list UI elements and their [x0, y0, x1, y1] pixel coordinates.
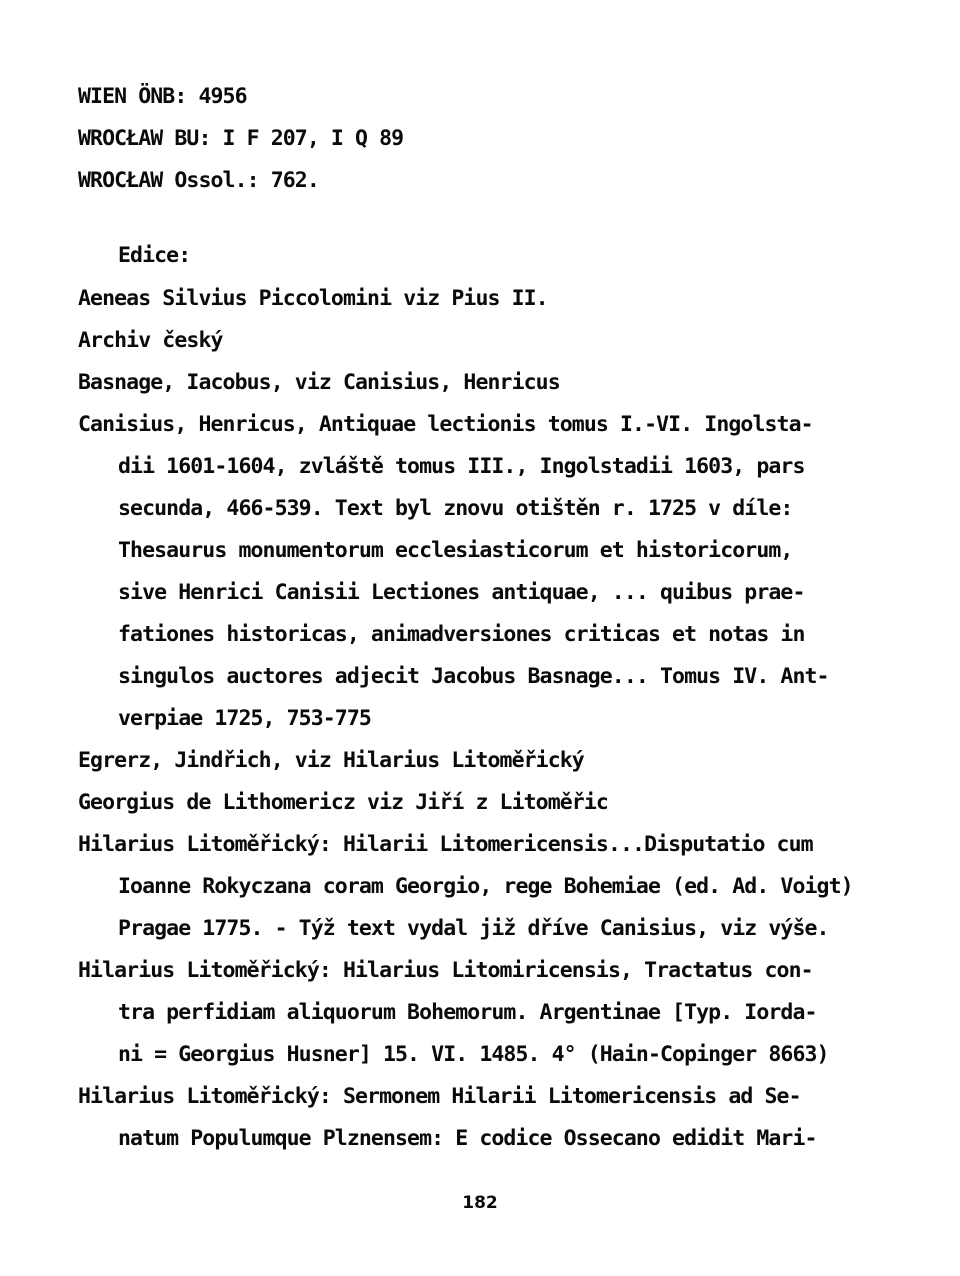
page-number: 182 — [462, 1193, 498, 1213]
entry-hilarius-disputatio-line: Pragae 1775. - Týž text vydal již dříve Canisius, viz výše. — [118, 916, 829, 941]
holding-wroclaw-ossol: WROCŁAW Ossol.: 762. — [78, 168, 319, 193]
entry-canisius-line: singulos auctores adjecit Jacobus Basnage... Tomus IV. Ant- — [118, 664, 829, 689]
entry-canisius-line: sive Henrici Canisii Lectiones antiquae, ... quibus prae- — [118, 580, 805, 605]
entry-hilarius-disputatio-line: Ioanne Rokyczana coram Georgio, rege Bohemiae (ed. Ad. Voigt) — [118, 874, 853, 899]
entry-hilarius-tractatus-line: tra perfidiam aliquorum Bohemorum. Argentinae [Typ. Iorda- — [118, 1000, 817, 1025]
entry-hilarius-sermonem-line: natum Populumque Plznensem: E codice Ossecano edidit Mari- — [118, 1126, 817, 1151]
entry-aeneas: Aeneas Silvius Piccolomini viz Pius II. — [78, 286, 548, 311]
entry-canisius-line: verpiae 1725, 753-775 — [118, 706, 371, 731]
holding-wien: WIEN ÖNB: 4956 — [78, 84, 247, 109]
entry-basnage: Basnage, Iacobus, viz Canisius, Henricus — [78, 370, 560, 395]
entry-canisius-line: Canisius, Henricus, Antiquae lectionis tomus I.-VI. Ingolsta- — [78, 412, 813, 437]
entry-hilarius-sermonem-line: Hilarius Litoměřický: Sermonem Hilarii Litomericensis ad Se- — [78, 1084, 801, 1109]
entry-canisius-line: secunda, 466-539. Text byl znovu otištěn r. 1725 v díle: — [118, 496, 793, 521]
entry-hilarius-tractatus-line: ni = Georgius Husner] 15. VI. 1485. 4° (Hain-Copinger 8663) — [118, 1042, 829, 1067]
entry-georgius: Georgius de Lithomericz viz Jiří z Litoměřic — [78, 790, 608, 815]
entry-hilarius-disputatio-line: Hilarius Litoměřický: Hilarii Litomericensis...Disputatio cum — [78, 832, 813, 857]
entry-canisius-line: Thesaurus monumentorum ecclesiasticorum et historicorum, — [118, 538, 793, 563]
entry-canisius-line: dii 1601-1604, zvláště tomus III., Ingolstadii 1603, pars — [118, 454, 805, 479]
entry-canisius-line: fationes historicas, animadversiones criticas et notas in — [118, 622, 805, 647]
entry-egrerz: Egrerz, Jindřich, viz Hilarius Litoměřický — [78, 748, 584, 773]
holding-wroclaw-bu: WROCŁAW BU: I F 207, I Q 89 — [78, 126, 404, 151]
edice-heading: Edice: — [118, 243, 191, 268]
entry-hilarius-tractatus-line: Hilarius Litoměřický: Hilarius Litomiricensis, Tractatus con- — [78, 958, 813, 983]
entry-archiv-cesky: Archiv český — [78, 328, 223, 353]
